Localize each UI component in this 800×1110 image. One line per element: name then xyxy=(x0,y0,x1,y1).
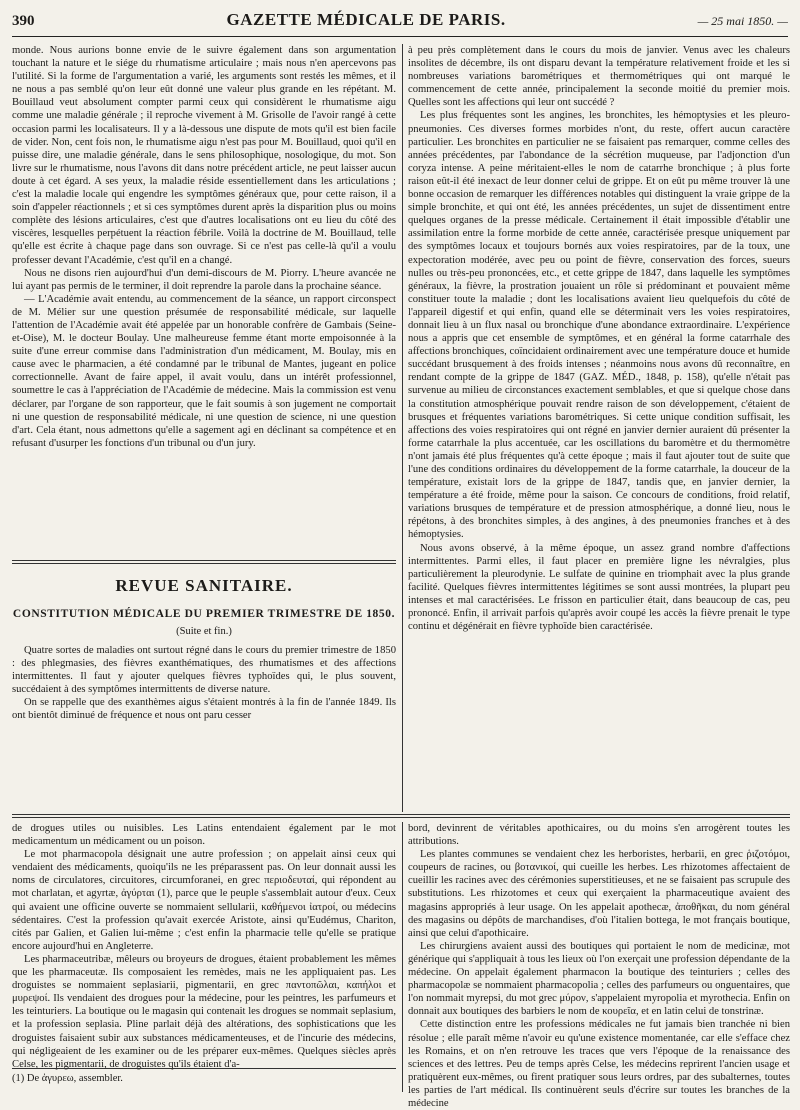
paragraph: Le mot pharmacopola désignait une autre profession ; on appelait ainsi ceux qui vendaient des médicaments, quoiqu'ils ne les préparassent pas. On leur donnait aussi les noms de circulatores, circuitores, circumforanei, en grec περιοδευταί, qui répondent au mot charlatan, et agyrtæ, ἀγύρται (1), parce que le peuple s'assemblait autour d'eux. Ceux qui avaient une officine ouverte se nommaient sellularii, καθήμενοι ἰατροί, ou médecins sédentaires. C'est la profession qu'avait exercée Aristote, ainsi qu'Eudémus, Chariton, cités par Galien, et Galien lui-même ; c'est enfin la pharmacie telle qu'elle se pratique encore aujourd'hui en Angleterre. xyxy=(12,849,396,952)
paragraph: Quatre sortes de maladies ont surtout régné dans le cours du premier trimestre de 1850 : des phlegmasies, des fièvres exanthématiques, des rhumatismes et des affections intermittentes. Il faut y ajouter quelques fièvres typhoïdes qui, le plus souvent, succédaient à des symptômes intermittents de diverse nature. xyxy=(12,645,396,696)
paragraph: Nous avons observé, à la même époque, un assez grand nombre d'affections intermittentes. Parmi elles, il faut placer en première ligne les névralgies, plus particulièrement la pleurodynie. Le sulfate de quinine en triomphait avec la plus grande facilité. Quelques fièvres intermittentes légitimes se sont aussi montrées, la plupart peu intenses et mal caractérisées. Le frisson en particulier était, dans beaucoup de cas, peu prononcé. Enfin, il arrivait parfois qu'après avoir coupé les accès la fièvre prenait le type continu et dégénérait en fièvre typhoïde bien caractérisée. xyxy=(408,542,790,633)
journal-title: GAZETTE MÉDICALE DE PARIS. xyxy=(226,10,506,29)
paragraph: de drogues utiles ou nuisibles. Les Latins entendaient également par le mot medicamentum un médicament ou un poison. xyxy=(12,823,396,848)
column-feuilleton-left xyxy=(12,822,396,1070)
section-title: REVUE SANITAIRE. xyxy=(115,576,293,595)
paragraph: Les plus fréquentes sont les angines, les bronchites, les hémoptysies et les pleuro-pneumonies. Ces diverses formes morbides n'ont, du reste, offert aucun caractère particulier. Les bronchites en particulier ne se faisaient pas remarquer, comme celles des années précédentes, par l'abondance de la sécrétion muqueuse, par l'adjonction d'un coryza intense. A peine méritaient-elles le nom de catarrhe bronchique ; à plus forte raison eût-il été inexact de leur donner celui de grippe. Et on eût pu même trouver là une bonne occasion de remarquer les différences notables qui distinguent la vraie grippe de la simple bronchite, et qui ont été, les années précédentes, un sujet de dissentiment entre quelques organes de la presse médicale. Certainement il était impossible d'établir une assimilation entre la forme morbide de cette année, caractérisée presque uniquement par des symptômes locaux et toujours bornés aux voies respiratoires, par de la toux, une expectoration modérée, avec peu ou point de fièvre, conservation des forces, sueurs nulles ou très-peu prononcées, etc., et cette grippe de 1847, dans laquelle les symptômes généraux, la fièvre, la prostration jouaient un rôle si prédominant et pouvaient même constituer toute la maladie ; dont les localisations avaient lieu quelquefois du côté de l'appareil digestif et qui enfin, quand elle se déterminait vers les voies respiratoires, donnait lieu à un flux nasal ou bronchique d'une abondance extraordinaire. L'expérience nous a appris que cet ensemble de symptômes, et en général la forme catarrhale des affections bronchiques, coïncidaient ordinairement avec une température douce et humide succédant brusquement à des froids intenses ; néanmoins nous avons dû reconnaître, en rendant compte de la grippe de 1847 (GAZ. MÉD., 1848, p. 158), qu'elle n'était pas survenue au milieu de circonstances exactement semblables, et que si quelque chose dans la constitution atmosphérique pouvait rendre raison de son développement, c'étaient de brusques et fréquentes variations barométriques. Si cette unique condition suffisait, les affections des voies respiratoires qui ont régné en janvier dernier auraient dû présenter la forme catarrhale la plus accentuée, car les oscillations du baromètre et du thermomètre n'ont jamais été plus fréquentes qu'à cette époque ; mais il faut ajouter tout de suite que l'une des conditions ordinaires du développement de la forme catarrhale, la douceur de la température, existait lors de la grippe de 1847, tandis que, en janvier dernier, la température a été froide, même pour la saison. Ce concours de conditions, froid relatif, variations brusques de température et de pression atmosphérique, a donné lieu, nous le répétons, à des bronchites simples, à des angines, à des pneumonies franches et à des hémoptysies. xyxy=(408,110,790,541)
article-continuation-note: (Suite et fin.) xyxy=(176,626,232,637)
column-feuilleton-right xyxy=(408,822,790,1109)
feuilleton-rule xyxy=(12,817,790,818)
page-header xyxy=(12,10,788,37)
column-rule xyxy=(402,822,403,1092)
footnote: (1) De ἀγυρεω, assembler. xyxy=(12,1068,396,1085)
paragraph: Les chirurgiens avaient aussi des boutiques qui portaient le nom de medicinæ, mot générique qui s'appliquait à tous les lieux où l'on exerçait une profession dépendante de la médecine. On appelait également pharmacon la boutique des teinturiers ; celles des pharmacopolæ se nommaient pharmacopolia ; celles des parfumeurs ou onguentaires, que l'on nommait myrepsi, du mot grec μύρον, s'appelaient myropolia et myrothecia. Enfin on donnait aux boutiques des barbiers le nom de κουρεῖα, et en latin celui de tonstrinæ. xyxy=(408,940,790,1018)
paragraph: Cette distinction entre les professions médicales ne fut jamais bien tranchée ni bien résolue ; elle paraît même n'avoir eu qu'une existence momentanée, car elle s'efface chez les Romains, et on n'en retrouve les traces que vers l'époque de la renaissance des sciences et des lettres. Peu de temps après Celse, les médecins reprirent l'ancien usage et pratiquèrent eux-mêmes, ou firent pratiquer sous leurs ordres, par des subalternes, toutes les parties de l'art médical. Ils continuèrent seuls d'écrire sur toutes les branches de la médecine xyxy=(408,1019,790,1109)
paragraph: Les pharmaceutribæ, mêleurs ou broyeurs de drogues, étaient probablement les mêmes que les pharmaceutæ. Ils composaient les remèdes, mais ne les appliquaient pas. Les droguistes se nommaient seplasiarii, pigmentarii, en grec παντοπῶλαι, καπήλοι et μυρεψοί. Ils vendaient des drogues pour la médecine, pour les peintres, les parfumeurs et les teinturiers. La boutique ou le magasin qui contenait les drogues se nommait seplasium, et la profession seplasia. Pline parlait déjà des altérations, des sophistications que les droguistes faisaient subir aux substances médicamenteuses, et de l'incurie des médecins, qui négligeaient de les examiner ou de les préparer eux-mêmes. Quelques siècles après Celse, les pigmentarii, de droguistes qu'ils étaient d'a- xyxy=(12,953,396,1070)
paragraph: monde. Nous aurions bonne envie de le suivre également dans son argumentation touchant la nature et le siége du rhumatisme articulaire ; mais nous n'en apercevons pas l'utilité. Si la forme de l'argumentation a varié, les arguments sont restés les mêmes, et il ne nous a pas semblé qu'on leur eût donné une valeur plus grande en les répétant. M. Bouillaud veut absolument compter parmi ceux qui considèrent le rhumatisme aigu comme une maladie générale ; il reproche vivement à M. Grisolle de l'avoir rangé à cette occasion parmi les localisateurs. Il y a là-dessous une dispute de mots qu'il est bien facile de vider. Non, cent fois non, le rhumatisme aigu n'est pas pour M. Bouillaud, quoi qu'il en puisse dire, une maladie générale, dans le sens philosophique, nosologique, du mot. Son livre sur le rhumatisme, nous l'avons dit dans notre précédent article, ne peut laisser aucun doute à cet égard. A ses yeux, la maladie réside essentiellement dans les articulations ; c'est la maladie locale qui engendre les symptômes généraux que, pour cette raison, il a soin d'appeler réactionnels ; et si ces symptômes durent après la disparition plus ou moins complète des lésions articulaires, c'est que d'autres localisations ont eu lieu du côté des viscères, lesquelles perpétuent la réaction fébrile. Voilà la doctrine de M. Bouillaud, telle qu'elle est écrite à chaque page dans son ouvrage. Si ce n'est pas celle-là qu'il a voulu professer devant l'Académie, c'est qu'il en a changé. xyxy=(12,45,396,266)
paragraph: — L'Académie avait entendu, au commencement de la séance, un rapport circonspect de M. Mélier sur une question présumée de responsabilité médicale, sur laquelle l'attention de l'Académie avait été appelée par un honorable confrère de Gambais (Seine-et-Oise), M. le docteur Boulay. Une malheureuse femme étant morte empoisonnée à la suite d'une erreur commise dans l'administration d'un médicament, M. Boulay, mis en cause avec le pharmacien, a été condamné par le tribunal de Mantes, jugeant en police correctionnelle. Avant de faire appel, il avait voulu, dans un intérêt professionnel, soumettre le cas à l'appréciation de l'Académie de médecine. Mais la commission est venu déclarer, par l'organe de son rapporteur, que le fait soumis à son jugement ne comportait ni une question de responsabilité médicale, ni une question de science, ni une question d'art. Cela étant, nous admettons qu'elle a sagement agi en déclinant sa compétence et en refusant d'usurper les fonctions d'un tribunal ou d'un jury. xyxy=(12,293,396,449)
paragraph: Nous ne disons rien aujourd'hui d'un demi-discours de M. Piorry. L'heure avancée ne lui ayant pas permis de le terminer, il doit reprendre la parole dans la prochaine séance. xyxy=(12,267,396,292)
paragraph: Les plantes communes se vendaient chez les herboristes, herbarii, en grec ῥιζοτόμοι, coupeurs de racines, ou βοτανικοί, qui cueille les herbes. Les rhizotomes affectaient de cueillir les racines avec des cérémonies superstitieuses, et ne se faisaient pas scrupule des substitutions. Les rhizotomes et ceux qui exerçaient la pharmaceutique avaient des magasins appropriés à leur usage. On les appelait apothecæ, ἀποθῆκαι, du nom général des magasins ou dépôts de marchandises, d'où l'italien bottega, le mot français boutique, ainsi que celui d'apothicaire. xyxy=(408,849,790,939)
feuilleton-rule xyxy=(12,814,790,815)
paragraph: à peu près complètement dans le cours du mois de janvier. Venus avec les chaleurs insolites de décembre, ils ont disparu devant la température relativement froide et les si nombreuses variations barométriques et thermométriques qui ont marqué le commencement de cette année, principalement la seconde moitié du premier mois. Quelles sont les affections qui leur ont succédé ? xyxy=(408,45,790,109)
column-constitution-medicale xyxy=(408,44,790,810)
column-revue-sanitaire xyxy=(12,644,396,812)
article-subtitle: CONSTITUTION MÉDICALE DU PREMIER TRIMESTRE DE 1850. xyxy=(12,608,396,620)
page-number: 390 xyxy=(12,13,35,29)
section-rule xyxy=(12,563,396,564)
section-rule xyxy=(12,560,396,561)
column-rule xyxy=(402,44,403,812)
column-academie xyxy=(12,44,396,552)
paragraph: bord, devinrent de véritables apothicaires, ou du moins s'en arrogèrent toutes les attributions. xyxy=(408,823,790,848)
issue-date: — 25 mai 1850. — xyxy=(697,14,788,28)
paragraph: On se rappelle que des exanthèmes aigus s'étaient montrés à la fin de l'année 1849. Ils ont bientôt diminué de fréquence et nous ont paru cesser xyxy=(12,697,396,722)
